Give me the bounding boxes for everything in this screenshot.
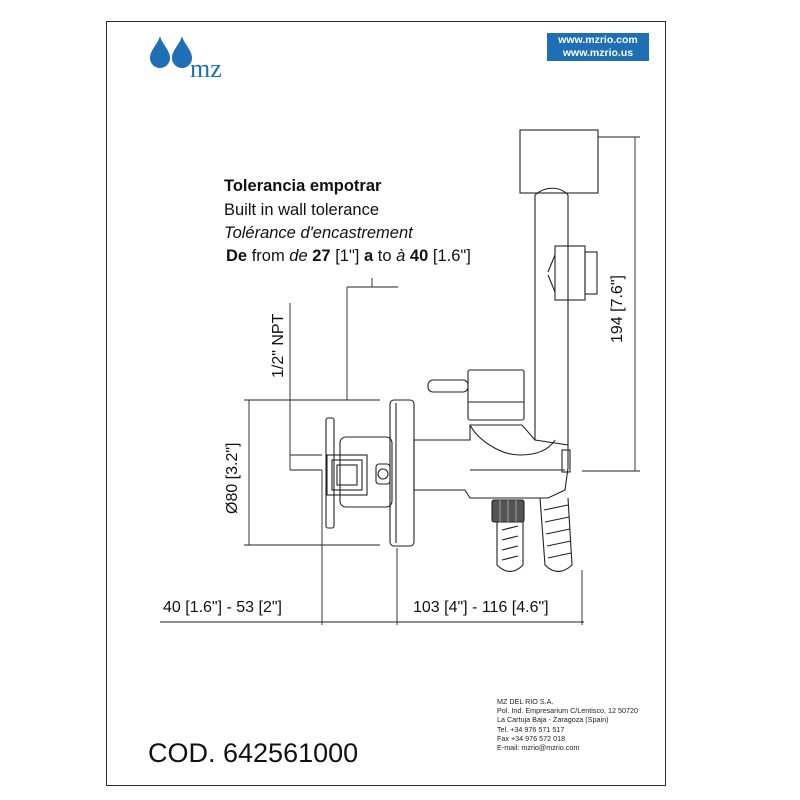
range-max-value: 40 xyxy=(409,247,429,265)
website-link-2[interactable]: www.mzrio.us xyxy=(562,47,634,59)
range-max-inches: [1.6"] xyxy=(432,247,471,265)
tolerance-title-fr: Tolérance d'encastrement xyxy=(224,224,413,242)
embedded-valve-body xyxy=(326,418,392,528)
range-min-inches: [1"] xyxy=(335,247,360,265)
range-a-es: a xyxy=(363,247,374,265)
company-email[interactable]: E-mail: mzrio@mzrio.com xyxy=(497,743,580,753)
range-de-es: De xyxy=(226,247,248,265)
height-dimension-label: 194 [7.6"] xyxy=(609,275,626,343)
hoses xyxy=(492,498,572,572)
depth-left-dimension-label: 40 [1.6"] - 53 [2"] xyxy=(163,599,282,616)
company-address-block xyxy=(497,697,638,752)
diameter-dimension-label: Ø80 [3.2"] xyxy=(224,442,241,514)
wall-plate xyxy=(390,400,414,546)
range-de-fr: de xyxy=(289,247,308,265)
tolerance-title-es: Tolerancia empotrar xyxy=(224,177,382,195)
company-address-line-1: Pol. Ind. Empresarium C/Lentisco, 12 50720 xyxy=(497,706,639,716)
thread-dimension-label: 1/2" NPT xyxy=(270,313,287,378)
range-min-value: 27 xyxy=(312,247,331,265)
range-to-en: to xyxy=(377,247,392,265)
company-tel: Tel. +34 976 571 517 xyxy=(497,724,565,734)
outer-valve-body xyxy=(414,370,568,498)
company-address-line-2: La Cartuja Baja - Zaragoza (Spain) xyxy=(497,715,609,725)
shower-holder xyxy=(520,130,598,472)
range-from-en: from xyxy=(251,247,285,265)
product-code: COD. 642561000 xyxy=(148,738,359,768)
company-fax: Fax +34 976 572 018 xyxy=(497,733,566,743)
brand-logo-text: mz xyxy=(190,54,222,83)
company-name: MZ DEL RIO S.A. xyxy=(497,697,554,706)
tolerance-title-en: Built in wall tolerance xyxy=(224,201,379,219)
depth-right-dimension-label: 103 [4"] - 116 [4.6"] xyxy=(413,599,549,616)
range-a-fr: à xyxy=(396,247,406,265)
website-link-1[interactable]: www.mzrio.com xyxy=(558,34,638,46)
